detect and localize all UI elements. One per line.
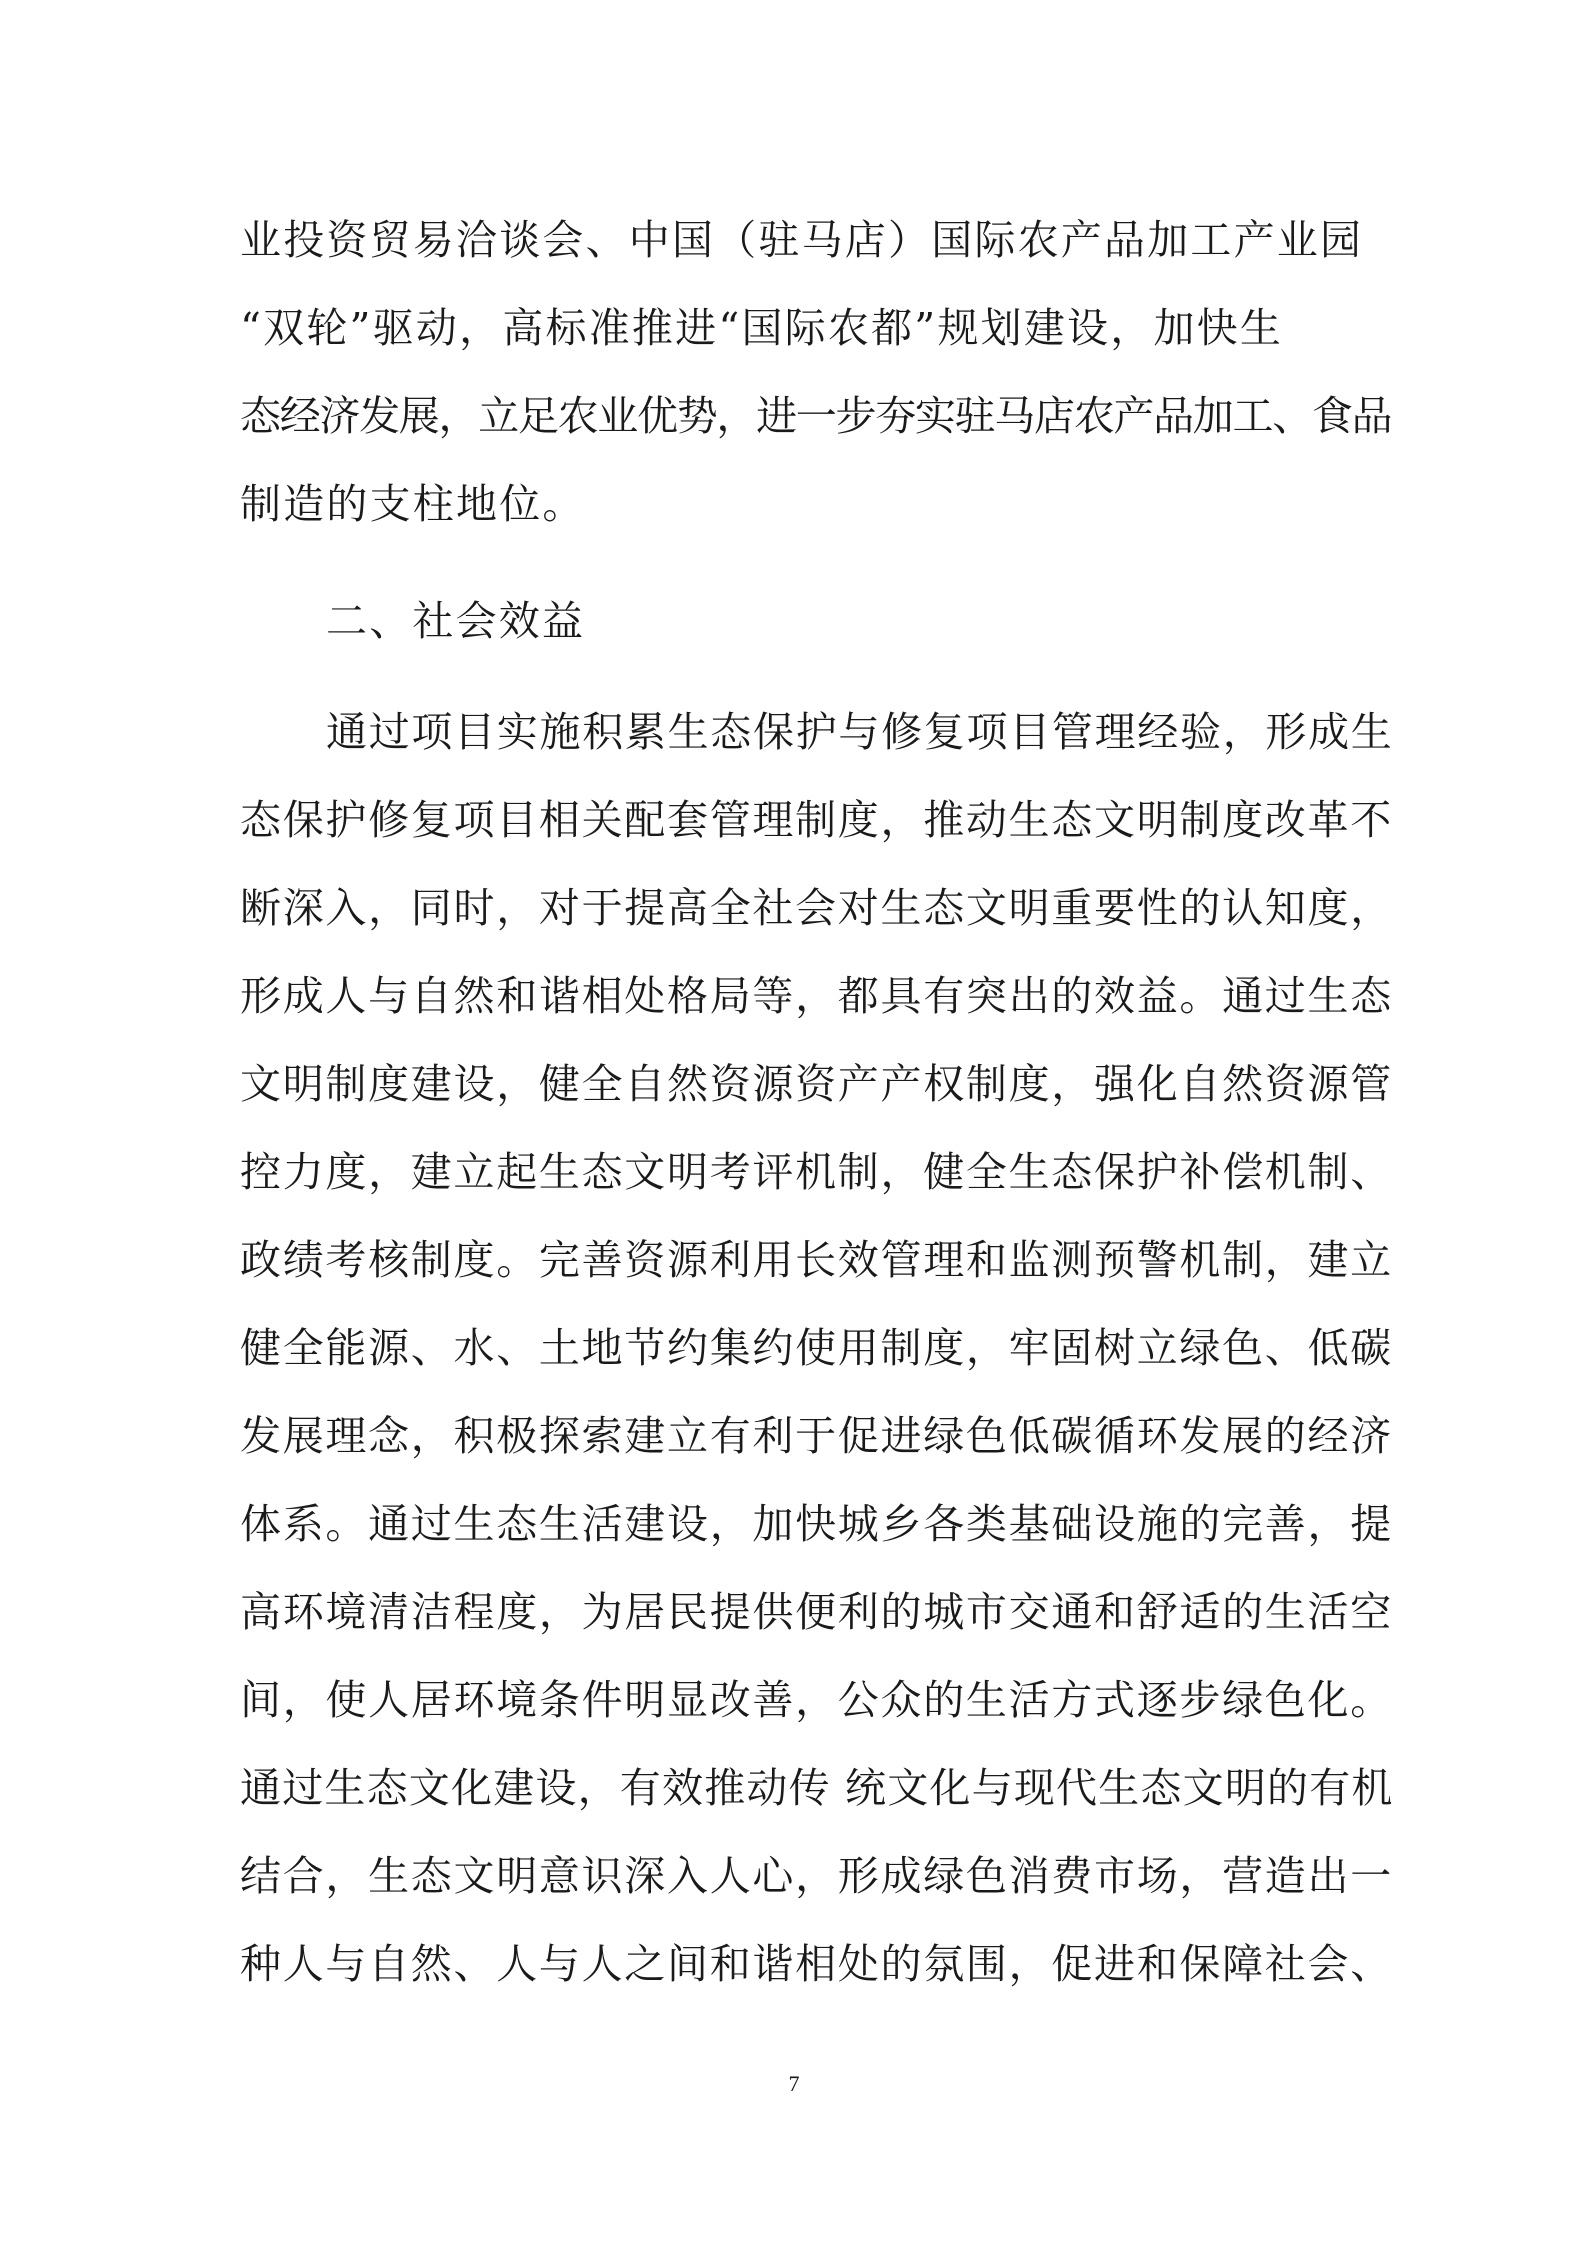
- section-heading: 二、社会效益: [326, 597, 586, 645]
- paragraph-line: “双轮”驱动，高标准推进“国际农都”规划建设，加快生: [240, 304, 1284, 352]
- paragraph-line: 体系。通过生态生活建设，加快城乡各类基础设施的完善，提: [240, 1500, 1393, 1548]
- paragraph-line: 态保护修复项目相关配套管理制度，推动生态文明制度改革不: [240, 796, 1393, 844]
- paragraph-line: 控力度，建立起生态文明考评机制，健全生态保护补偿机制、: [240, 1148, 1393, 1196]
- page-number: 7: [788, 2071, 800, 2096]
- paragraph-line: 健全能源、水、土地节约集约使用制度，牢固树立绿色、低碳: [240, 1324, 1393, 1372]
- paragraph-line: 态经济发展，立足农业优势，进一步夯实驻马店农产品加工、食品: [240, 392, 1392, 440]
- paragraph-line: 通过生态文化建设，有效推动传 统文化与现代生态文明的有机: [240, 1764, 1394, 1812]
- paragraph-line: 业投资贸易洽谈会、中国（驻马店）国际农产品加工产业园: [240, 216, 1364, 264]
- paragraph-line: 通过项目实施积累生态保护与修复项目管理经验，形成生: [326, 708, 1394, 756]
- paragraph-line: 形成人与自然和谐相处格局等，都具有突出的效益。通过生态: [240, 972, 1393, 1020]
- paragraph-line: 断深入，同时，对于提高全社会对生态文明重要性的认知度，: [240, 884, 1393, 932]
- paragraph-line: 间，使人居环境条件明显改善，公众的生活方式逐步绿色化。: [240, 1676, 1393, 1724]
- paragraph-line: 发展理念，积极探索建立有利于促进绿色低碳循环发展的经济: [240, 1412, 1393, 1460]
- paragraph-line: 文明制度建设，健全自然资源资产产权制度，强化自然资源管: [240, 1060, 1393, 1108]
- paragraph-line: 政绩考核制度。完善资源利用长效管理和监测预警机制，建立: [240, 1236, 1393, 1284]
- paragraph-line: 制造的支柱地位。: [240, 480, 586, 528]
- paragraph-line: 高环境清洁程度，为居民提供便利的城市交通和舒适的生活空: [240, 1588, 1393, 1636]
- paragraph-line: 种人与自然、人与人之间和谐相处的氛围，促进和保障社会、: [240, 1940, 1393, 1988]
- paragraph-line: 结合，生态文明意识深入人心，形成绿色消费市场，营造出一: [240, 1852, 1393, 1900]
